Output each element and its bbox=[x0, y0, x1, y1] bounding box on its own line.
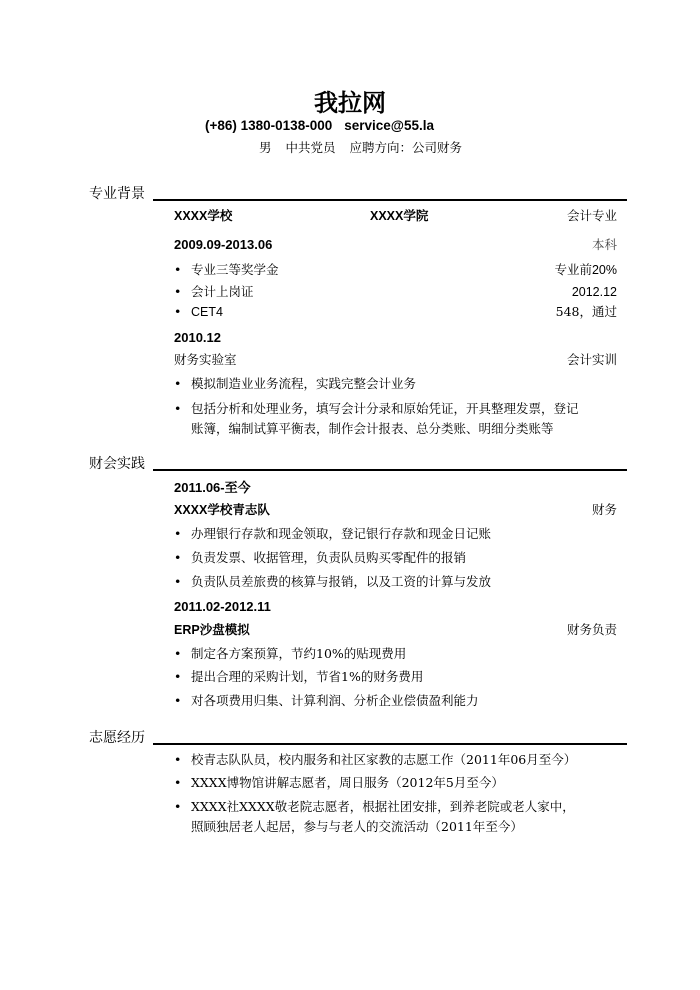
political-status: 中共党员 bbox=[285, 140, 336, 155]
list-item bbox=[174, 667, 617, 687]
bullet-icon: • bbox=[174, 799, 182, 814]
section-title-practice: 财会实践 bbox=[89, 456, 145, 472]
job-date-row bbox=[174, 479, 617, 497]
job-role: 财务负责 bbox=[566, 622, 617, 637]
list-item-text: 专业三等奖学金 bbox=[191, 262, 279, 277]
section-title-volunteer: 志愿经历 bbox=[89, 730, 145, 746]
section-title-education: 专业背景 bbox=[89, 186, 145, 202]
list-item bbox=[174, 302, 617, 322]
email-address: service@55.la bbox=[344, 118, 434, 133]
education-period-row bbox=[174, 236, 617, 254]
list-item-text: 校青志队队员，校内服务和社区家教的志愿工作（2011年06月至今） bbox=[191, 752, 577, 767]
bullet-icon: • bbox=[174, 693, 182, 708]
list-item-text: 办理银行存款和现金领取，登记银行存款和现金日记账 bbox=[191, 526, 492, 541]
bullet-icon: • bbox=[174, 284, 182, 299]
major-name: 会计专业 bbox=[566, 208, 617, 223]
bullet-icon: • bbox=[174, 574, 182, 589]
job-row bbox=[174, 621, 617, 639]
list-item-text: 包括分析和处理业务，填写会计分录和原始凭证，开具整理发票，登记账簿，编制试算平衡表，制作会计报表、总分类账、明细分类账等 bbox=[191, 401, 579, 436]
list-item bbox=[174, 260, 617, 280]
list-item-text: 制定各方案预算，节约10%的贴现费用 bbox=[191, 646, 407, 661]
bullet-icon: • bbox=[174, 262, 182, 277]
job-date: 2011.06-至今 bbox=[174, 480, 251, 495]
list-item bbox=[174, 399, 617, 439]
bullet-icon: • bbox=[174, 526, 182, 541]
job-org: XXXX学校青志队 bbox=[174, 503, 270, 517]
list-item-text: XXXX博物馆讲解志愿者，周日服务（2012年5月至今） bbox=[191, 775, 504, 790]
list-item bbox=[174, 750, 617, 770]
list-item bbox=[174, 282, 617, 302]
list-item bbox=[174, 548, 617, 568]
job-date-row bbox=[174, 598, 617, 616]
list-item-text: 模拟制造业业务流程，实践完整会计业务 bbox=[191, 376, 417, 391]
candidate-name: 我拉网 bbox=[314, 88, 386, 117]
list-item-value: 2012.12 bbox=[571, 285, 617, 299]
personal-meta bbox=[259, 138, 476, 156]
list-item-value: 548，通过 bbox=[555, 304, 617, 319]
list-item-text: 负责发票、收据管理，负责队员购买零配件的报销 bbox=[191, 550, 467, 565]
job-date: 2011.02-2012.11 bbox=[174, 599, 271, 614]
list-item bbox=[174, 524, 617, 544]
list-item bbox=[174, 572, 617, 592]
section-divider bbox=[153, 199, 627, 201]
lab-date-row bbox=[174, 329, 617, 347]
lab-name: 财务实验室 bbox=[174, 352, 237, 367]
list-item-text: XXXX社XXXX敬老院志愿者，根据社团安排，到养老院或老人家中，照顾独居老人起居，参与与老人的交流活动（2011年至今） bbox=[191, 799, 575, 834]
phone-number: (+86) 1380-0138-000 bbox=[205, 118, 333, 133]
list-item bbox=[174, 691, 617, 711]
job-objective: 应聘方向：公司财务 bbox=[349, 140, 463, 155]
job-role: 财务 bbox=[591, 502, 617, 517]
bullet-icon: • bbox=[174, 401, 182, 416]
list-item bbox=[174, 797, 617, 837]
bullet-icon: • bbox=[174, 304, 182, 319]
contact-line bbox=[205, 118, 434, 133]
list-item-text: CET4 bbox=[191, 305, 223, 319]
lab-row bbox=[174, 351, 617, 369]
bullet-icon: • bbox=[174, 376, 182, 391]
list-item bbox=[174, 644, 617, 664]
list-item bbox=[174, 374, 617, 394]
section-divider bbox=[153, 743, 627, 745]
bullet-icon: • bbox=[174, 775, 182, 790]
list-item-value: 专业前20% bbox=[554, 263, 617, 277]
gender: 男 bbox=[259, 140, 272, 155]
list-item-text: 会计上岗证 bbox=[191, 284, 254, 299]
education-period: 2009.09-2013.06 bbox=[174, 237, 273, 252]
school-name: XXXX学校 bbox=[174, 209, 233, 223]
lab-role: 会计实训 bbox=[566, 352, 617, 367]
job-org: ERP沙盘模拟 bbox=[174, 623, 250, 637]
degree: 本科 bbox=[591, 237, 617, 252]
list-item-text: 负责队员差旅费的核算与报销，以及工资的计算与发放 bbox=[191, 574, 492, 589]
lab-date: 2010.12 bbox=[174, 330, 221, 345]
job-row bbox=[174, 501, 617, 519]
bullet-icon: • bbox=[174, 550, 182, 565]
bullet-icon: • bbox=[174, 646, 182, 661]
bullet-icon: • bbox=[174, 669, 182, 684]
section-divider bbox=[153, 469, 627, 471]
education-row bbox=[174, 207, 617, 225]
list-item-text: 提出合理的采购计划，节省1%的财务费用 bbox=[191, 669, 424, 684]
list-item bbox=[174, 773, 617, 793]
bullet-icon: • bbox=[174, 752, 182, 767]
list-item-text: 对各项费用归集、计算利润、分析企业偿债盈利能力 bbox=[191, 693, 479, 708]
college-name: XXXX学院 bbox=[370, 209, 429, 223]
